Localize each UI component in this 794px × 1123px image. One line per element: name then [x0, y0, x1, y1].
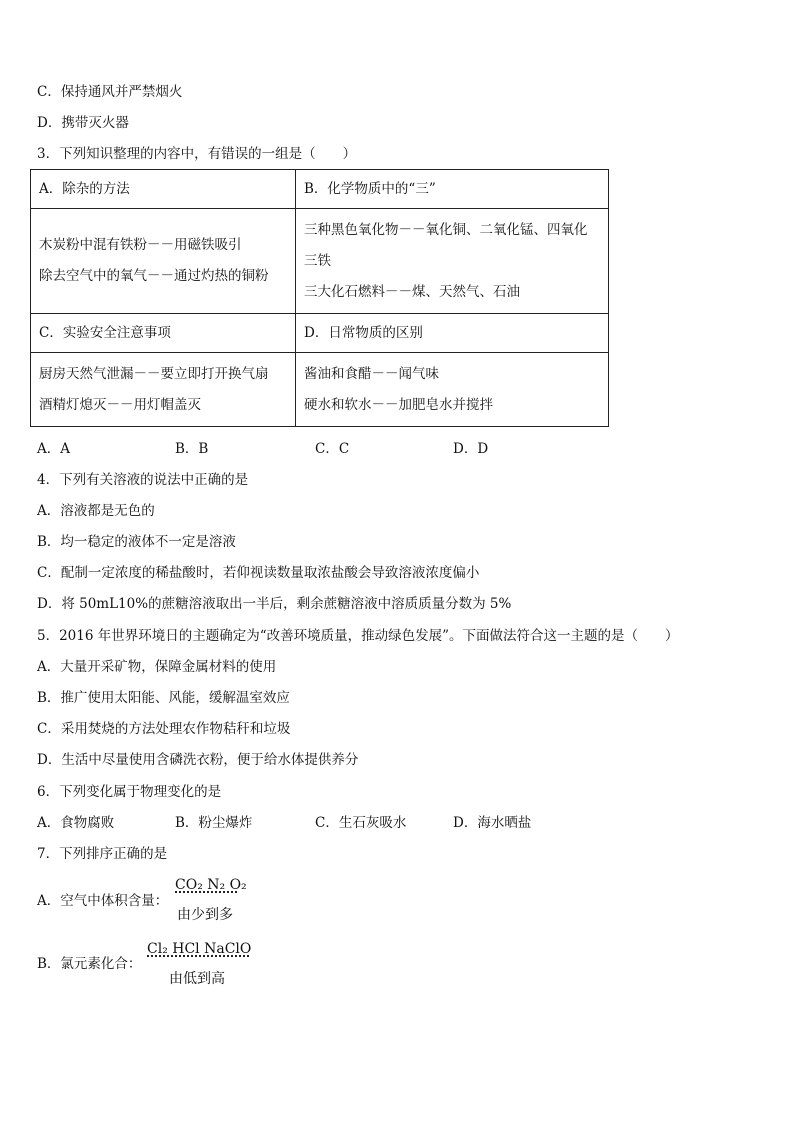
q6-option-b: B．粉尘爆炸 — [175, 815, 253, 831]
q7-option-a-label: A．空气中体积含量： — [37, 893, 169, 909]
q5-option-a: A．大量开采矿物，保障金属材料的使用 — [37, 659, 277, 675]
option-d-prev: D．携带灭火器 — [37, 115, 129, 131]
cell-b-body — [296, 209, 609, 314]
q6-option-c: C．生石灰吸水 — [315, 815, 407, 831]
q3-options — [37, 440, 488, 458]
cell-d-body — [296, 353, 609, 427]
q6-options — [37, 814, 531, 832]
option-c-prev: C．保持通风并严禁烟火 — [37, 84, 183, 100]
q7-option-b-dotted-scale — [147, 949, 249, 957]
q4-option-a: A．溶液都是无色的 — [37, 503, 155, 519]
cell-c-body — [31, 353, 296, 427]
cell-a-head: A．除杂的方法 — [31, 170, 296, 209]
q7-option-b-order: 由低到高 — [169, 971, 225, 987]
q7-option-a-formula: CO₂ N₂ O₂ — [175, 877, 247, 893]
q5-stem: 5．2016 年世界环境日的主题确定为“改善环境质量，推动绿色发展”。下面做法符合这一主题的是（ ） — [37, 628, 679, 644]
cell-a-line-1: 木炭粉中混有铁粉－－用磁铁吸引 — [39, 237, 242, 253]
q6-option-d: D．海水晒盐 — [453, 815, 532, 831]
cell-a-line-2: 除去空气中的氧气－－通过灼热的铜粉 — [39, 268, 269, 284]
cell-c-line-2: 酒精灯熄灭－－用灯帽盖灭 — [39, 396, 201, 413]
q3-option-c: C．C — [315, 441, 350, 457]
q7-stem: 7．下列排序正确的是 — [37, 846, 168, 862]
q5-option-b: B．推广使用太阳能、风能，缓解温室效应 — [37, 690, 290, 706]
cell-b-head: B．化学物质中的“三” — [296, 170, 609, 209]
q4-stem: 4．下列有关溶液的说法中正确的是 — [37, 472, 249, 488]
cell-d-head: D．日常物质的区别 — [296, 314, 609, 353]
q3-option-a: A．A — [37, 441, 70, 457]
q5-option-d: D．生活中尽量使用含磷洗衣粉，便于给水体提供养分 — [37, 752, 359, 768]
q4-option-b: B．均一稳定的液体不一定是溶液 — [37, 534, 236, 550]
cell-b-line-1: 三种黑色氧化物－－氧化铜、二氧化锰、四氧化 — [304, 221, 588, 238]
q6-stem: 6．下列变化属于物理变化的是 — [37, 784, 222, 800]
cell-a-body — [31, 209, 296, 314]
q7-option-a-order: 由少到多 — [177, 907, 233, 923]
q7-option-a-dotted-scale — [175, 885, 237, 893]
cell-b-line-3: 三大化石燃料－－煤、天然气、石油 — [304, 283, 520, 300]
q3-option-d: D．D — [453, 441, 489, 457]
q7-option-b-label: B．氯元素化合： — [37, 956, 142, 972]
cell-d-line-1: 酱油和食醋－－闻气味 — [304, 365, 439, 382]
q3-option-b: B．B — [175, 441, 209, 457]
q3-stem: 3．下列知识整理的内容中，有错误的一组是（ ） — [37, 146, 357, 162]
q6-option-a: A．食物腐败 — [37, 815, 115, 831]
q3-table — [30, 169, 609, 427]
q4-option-d: D．将 50mL10%的蔗糖溶液取出一半后，剩余蔗糖溶液中溶质质量分数为 5% — [37, 596, 512, 612]
cell-c-head: C．实验安全注意事项 — [31, 314, 296, 353]
q7-option-b-formula: Cl₂ HCl NaClO — [147, 941, 252, 957]
q5-option-c: C．采用焚烧的方法处理农作物秸秆和垃圾 — [37, 721, 291, 737]
cell-d-line-2: 硬水和软水－－加肥皂水并搅拌 — [304, 396, 493, 413]
q4-option-c: C．配制一定浓度的稀盐酸时，若仰视读数量取浓盐酸会导致溶液浓度偏小 — [37, 565, 480, 581]
cell-c-line-1: 厨房天然气泄漏－－要立即打开换气扇 — [39, 365, 269, 382]
cell-b-line-2: 三铁 — [304, 252, 331, 269]
